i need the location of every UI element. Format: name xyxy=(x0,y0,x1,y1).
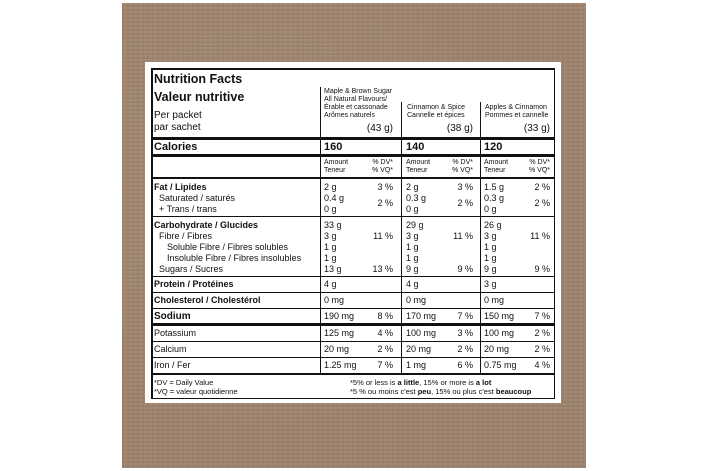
product-1-name-line: Arômes naturels xyxy=(324,112,375,119)
teneur-label: Teneur xyxy=(484,167,506,174)
sugars-dv-p2: 9 % xyxy=(457,264,473,274)
sodium-label: Sodium xyxy=(154,311,191,322)
fat-dv-p1: 3 % xyxy=(377,182,393,192)
amount-label: Amount xyxy=(406,159,431,166)
calcium-dv-p1: 2 % xyxy=(377,344,393,354)
protein-value-p3: 3 g xyxy=(484,279,497,289)
column-divider xyxy=(480,102,481,373)
fat-value-p1: 2 g xyxy=(324,182,337,192)
rule-thin xyxy=(151,341,555,342)
product-2-name-line: Cinnamon & Spice xyxy=(407,104,465,111)
rule-thick xyxy=(151,154,555,157)
calories-p3: 120 xyxy=(484,141,503,153)
fibre-label: Fibre / Fibres xyxy=(159,231,213,241)
iron-value-p2: 1 mg xyxy=(406,360,427,370)
calcium-label: Calcium xyxy=(154,344,187,354)
rule-thick xyxy=(151,373,555,375)
rule-thick xyxy=(151,137,555,140)
guide-text: *5% or less is xyxy=(350,378,398,387)
potassium-value-p1: 125 mg xyxy=(324,328,355,338)
calories-label: Calories xyxy=(154,141,198,153)
title-en: Nutrition Facts xyxy=(154,72,243,86)
potassium-dv-p1: 4 % xyxy=(377,328,393,338)
carb-value-p3: 26 g xyxy=(484,220,502,230)
saturated-label: Saturated / saturés xyxy=(159,193,236,203)
rule-thin xyxy=(151,357,555,358)
teneur-label: Teneur xyxy=(406,167,428,174)
sodium-dv-p1: 8 % xyxy=(377,311,393,321)
guide-emphasis: a little xyxy=(397,378,420,387)
calcium-value-p1: 20 mg xyxy=(324,344,350,354)
insoluble-value-p1: 1 g xyxy=(324,253,337,263)
product-2-size: (38 g) xyxy=(446,123,473,134)
chol-value-p3: 0 mg xyxy=(484,295,505,305)
product-1-name-line: All Natural Flavours/ xyxy=(324,96,388,103)
dv-definition: *DV = Daily Value xyxy=(154,378,214,387)
sugars-value-p2: 9 g xyxy=(406,264,419,274)
product-1-name-line: Maple & Brown Sugar xyxy=(324,88,393,95)
per-en: Per packet xyxy=(154,110,202,121)
rule-thin xyxy=(151,308,555,309)
calories-p2: 140 xyxy=(406,141,425,153)
table-left-border xyxy=(151,68,153,399)
vq-label: % VQ* xyxy=(371,167,393,174)
guide-emphasis: a lot xyxy=(475,378,492,387)
sugars-value-p3: 9 g xyxy=(484,264,497,274)
sat-value-p1: 0.4 g xyxy=(324,193,345,203)
guide-fr xyxy=(350,387,531,396)
fat-label: Fat / Lipides xyxy=(154,182,207,192)
nutrition-facts-panel xyxy=(145,62,561,403)
dv-header-p2 xyxy=(445,159,473,175)
teneur-label: Teneur xyxy=(324,167,346,174)
product-1-name-line: Érable et cassonade xyxy=(324,104,388,111)
dv-header-p1 xyxy=(365,159,393,175)
chol-value-p1: 0 mg xyxy=(324,295,345,305)
sugars-dv-p1: 13 % xyxy=(372,264,393,274)
rule-thin xyxy=(151,216,555,217)
per-fr: par sachet xyxy=(154,122,201,133)
dv-label: % DV* xyxy=(452,159,473,166)
potassium-value-p2: 100 mg xyxy=(406,328,437,338)
calcium-value-p2: 20 mg xyxy=(406,344,432,354)
product-1-size: (43 g) xyxy=(366,123,393,134)
trans-value-p1: 0 g xyxy=(324,204,337,214)
sat-value-p2: 0.3 g xyxy=(406,193,427,203)
column-divider xyxy=(320,87,321,373)
guide-emphasis: beaucoup xyxy=(495,387,532,396)
potassium-dv-p2: 3 % xyxy=(457,328,473,338)
insoluble-value-p2: 1 g xyxy=(406,253,419,263)
soluble-value-p3: 1 g xyxy=(484,242,497,252)
carb-value-p2: 29 g xyxy=(406,220,424,230)
guide-text: , 15% ou plus c'est xyxy=(431,387,496,396)
fat-dv-p3: 2 % xyxy=(534,182,550,192)
product-2-name xyxy=(407,104,465,120)
fat-value-p2: 2 g xyxy=(406,182,419,192)
product-3-name-line: Pommes et cannelle xyxy=(485,112,549,119)
iron-dv-p3: 4 % xyxy=(534,360,550,370)
calories-p1: 160 xyxy=(324,141,343,153)
sodium-value-p3: 150 mg xyxy=(484,311,515,321)
insoluble-label: Insoluble Fibre / Fibres insolubles xyxy=(167,253,302,263)
chol-value-p2: 0 mg xyxy=(406,295,427,305)
protein-value-p2: 4 g xyxy=(406,279,419,289)
product-1-name xyxy=(324,88,392,120)
amount-header-p2 xyxy=(406,159,430,175)
amount-header-p1 xyxy=(324,159,348,175)
trans-value-p2: 0 g xyxy=(406,204,419,214)
product-2-name-line: Cannelle et épices xyxy=(407,112,465,119)
column-divider xyxy=(401,102,402,373)
title-fr: Valeur nutritive xyxy=(154,90,245,104)
trans-label: + Trans / trans xyxy=(159,204,217,214)
product-3-name-line: Apples & Cinnamon xyxy=(485,104,547,111)
protein-label: Protein / Protéines xyxy=(154,279,234,289)
cholesterol-label: Cholesterol / Cholestérol xyxy=(154,295,261,305)
amount-label: Amount xyxy=(324,159,349,166)
dv-label: % DV* xyxy=(372,159,393,166)
fibre-dv-p2: 11 % xyxy=(453,231,473,241)
potassium-value-p3: 100 mg xyxy=(484,328,515,338)
sodium-value-p1: 190 mg xyxy=(324,311,355,321)
fibre-value-p1: 3 g xyxy=(324,231,337,241)
sodium-dv-p2: 7 % xyxy=(457,311,473,321)
table-right-border xyxy=(554,68,556,399)
iron-dv-p2: 6 % xyxy=(457,360,473,370)
calcium-value-p3: 20 mg xyxy=(484,344,510,354)
carb-value-p1: 33 g xyxy=(324,220,342,230)
sat-dv-p2: 2 % xyxy=(457,198,473,208)
carb-label: Carbohydrate / Glucides xyxy=(154,220,259,230)
rule-thin xyxy=(151,292,555,293)
rule-thin xyxy=(151,177,555,179)
dv-label: % DV* xyxy=(529,159,550,166)
sodium-dv-p3: 7 % xyxy=(534,311,550,321)
footnote-definitions xyxy=(154,378,238,396)
sat-value-p3: 0.3 g xyxy=(484,193,505,203)
soluble-value-p2: 1 g xyxy=(406,242,419,252)
amount-header-p3 xyxy=(484,159,508,175)
table-bottom-border xyxy=(151,398,555,400)
guide-text: , 15% or more is xyxy=(419,378,476,387)
sugars-dv-p3: 9 % xyxy=(534,264,550,274)
calcium-dv-p3: 2 % xyxy=(534,344,550,354)
vq-label: % VQ* xyxy=(528,167,550,174)
vq-definition: *VQ = valeur quotidienne xyxy=(154,387,238,396)
footnote-guide xyxy=(350,378,531,396)
trans-value-p3: 0 g xyxy=(484,204,497,214)
protein-value-p1: 4 g xyxy=(324,279,337,289)
fibre-value-p3: 3 g xyxy=(484,231,497,241)
dv-header-p3 xyxy=(522,159,550,175)
guide-text: *5 % ou moins c'est xyxy=(350,387,418,396)
soluble-value-p1: 1 g xyxy=(324,242,337,252)
potassium-label: Potassium xyxy=(154,328,197,338)
table-top-border xyxy=(151,68,555,70)
iron-value-p1: 1.25 mg xyxy=(324,360,357,370)
sugars-label: Sugars / Sucres xyxy=(159,264,224,274)
fibre-dv-p1: 11 % xyxy=(373,231,393,241)
guide-emphasis: peu xyxy=(417,387,432,396)
sugars-value-p1: 13 g xyxy=(324,264,342,274)
product-3-name xyxy=(485,104,548,120)
vq-label: % VQ* xyxy=(451,167,473,174)
insoluble-value-p3: 1 g xyxy=(484,253,497,263)
iron-value-p3: 0.75 mg xyxy=(484,360,517,370)
sat-dv-p1: 2 % xyxy=(377,198,393,208)
iron-label: Iron / Fer xyxy=(154,360,191,370)
fibre-dv-p3: 11 % xyxy=(530,231,550,241)
soluble-label: Soluble Fibre / Fibres solubles xyxy=(167,242,289,252)
potassium-dv-p3: 2 % xyxy=(534,328,550,338)
fat-dv-p2: 3 % xyxy=(457,182,473,192)
fat-value-p3: 1.5 g xyxy=(484,182,505,192)
guide-en xyxy=(350,378,531,387)
rule-thick xyxy=(151,323,555,326)
fibre-value-p2: 3 g xyxy=(406,231,419,241)
sodium-value-p2: 170 mg xyxy=(406,311,437,321)
calcium-dv-p2: 2 % xyxy=(457,344,473,354)
iron-dv-p1: 7 % xyxy=(377,360,393,370)
rule-thin xyxy=(151,276,555,277)
sat-dv-p3: 2 % xyxy=(534,198,550,208)
amount-label: Amount xyxy=(484,159,509,166)
product-3-size: (33 g) xyxy=(523,123,550,134)
